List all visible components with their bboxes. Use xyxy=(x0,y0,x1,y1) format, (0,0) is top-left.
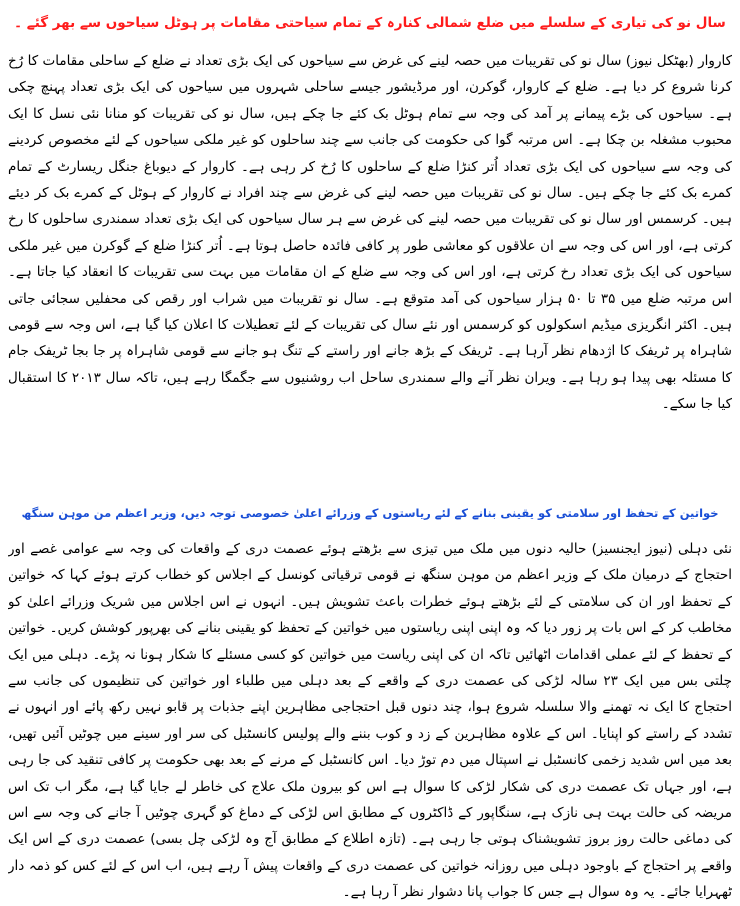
article-2-body: نئی دہلی (نیوز ایجنسیز) حالیہ دنوں میں ملک میں تیزی سے بڑھتے ہوئے عصمت دری کے واقعات کی وجہ سے عوامی غصے اور احتجاج کے درمیان ملک کے وزیر اعظم من موہن سنگھ نے قومی ترقیاتی کونسل کے اجلاس کو خطاب کرتے ہوئے کہا کہ خواتین کے تحفظ اور ان کی سلامتی کے لئے بڑھتے ہوئے خطرات باعث تشویش ہیں۔ انہوں نے اس اجلاس میں شریک وزرائے اعلیٰ کو مخاطب کر کے اس بات پر زور دیا کہ وہ اپنی اپنی ریاستوں میں خواتین کے تحفظ کو یقینی بنانے کی بھرپور کوشش کریں۔ خواتین کے تحفظ کے لئے عملی اقدامات اٹھائیں تاکہ ان کی اپنی ریاست میں خواتین کو کسی مسئلے کا شکار ہونا نہ پڑے۔ دہلی میں ایک چلتی بس میں ایک ۲۳ سالہ لڑکی کی عصمت دری کے واقعے کے بعد دہلی میں طلباء اور خواتین کی تنظیموں کی جانب سے احتجاج کا ایک نہ تھمنے والا سلسلہ شروع ہوا، چند دنوں قبل احتجاجی مظاہرین اپنے جذبات پر قابو نہیں رکھ پائے اور انہوں نے تشدد کے راستے کو اپنایا۔ اس کے علاوہ مظاہرین کے زد و کوب بننے والے پولیس کانسٹبل کی سر اور سینے میں چوٹیں آئیں تھیں، بعد میں اس شدید زخمی کانسٹبل نے اسپتال میں دم توڑ دیا۔ اس کانسٹبل کے مرنے کے بعد بھی حکومت پر کافی تنقید کی جا رہی ہے، اور جہاں تک عصمت دری کی شکار لڑکی کا سوال ہے اس کو بیرون ملک علاج کی خاطر لے جایا گیا ہے، مگر اب تک اس مریضہ کی حالت بہت ہی نازک ہے، سنگاپور کے ڈاکٹروں کے مطابق اس لڑکی کے دماغ کو گہری چوٹیں آ جانے کی وجہ سے اس کی دماغی حالت روز بروز تشویشناک ہوتی جا رہی ہے۔ (تازہ اطلاع کے مطابق آج وہ لڑکی چل بسی) عصمت دری کے اس ایک واقعے پر احتجاج کے باوجود دہلی میں روزانہ خواتین کی عصمت دری کے واقعات پیش آ رہے ہیں، اب اس کے لئے کس کو ذمہ دار ٹھہرایا جائے۔ یہ وہ سوال ہے جس کا جواب پانا دشوار نظر آ رہا ہے۔ xyxy=(8,541,732,901)
article-1-headline: سال نو کی تیاری کے سلسلے میں ضلع شمالی کنارہ کے تمام سیاحتی مقامات پر ہوٹل سیاحوں سے بھر گئے ۔ xyxy=(14,15,726,31)
article-women-safety xyxy=(8,494,732,906)
article-1-body: کاروار (بھٹکل نیوز) سال نو کی تقریبات میں حصہ لینے کی غرض سے سیاحوں کی ایک بڑی تعداد نے ضلع کے ساحلی مقامات کا رُخ کرنا شروع کر دیا ہے۔ ضلع کے کاروار، گوکرن، اور مرڈیشور جیسے ساحلی شہروں میں سیاحوں کی ایک بڑی تعداد پہنچ چکی ہے۔ سیاحوں کی بڑے پیمانے پر آمد کی وجہ سے تمام ہوٹل بک کئے جا چکے ہیں، سال نو کی تقریبات کو منانا نئی نسل کا ایک محبوب مشغلہ بن چکا ہے۔ اس مرتبہ گوا کی حکومت کی جانب سے چند ساحلوں کو غیر ملکی سیاحوں کے لئے مخصوص کردینے کی وجہ سے سیاحوں کی ایک بڑی تعداد اُتر کنڑا ضلع کے ساحلوں کا رُخ کر رہی ہے۔ کاروار کے دیوباغ جنگل ریسارٹ کے تمام کمرے بک کئے جا چکے ہیں۔ سال نو کی تقریبات میں حصہ لینے کی غرض سے چند افراد نے کاروار کے ہوٹل کے کمرے بک کر دیئے ہیں۔ کرسمس اور سال نو کی تقریبات میں حصہ لینے کی غرض سے ہر سال سیاحوں کی ایک بڑی تعداد سمندری ساحلوں کا رخ کرتی ہے، اور اس کی وجہ سے ان علاقوں کو معاشی طور پر کافی فائدہ حاصل ہوتا ہے۔ اُتر کنڑا ضلع کے گوکرن میں غیر ملکی سیاحوں کی ایک بڑی تعداد رخ کرتی ہے، اور اس کی وجہ سے ضلع کے ان مقامات میں بہت سی تقریبات کا انعقاد کیا جاتا ہے۔ اس مرتبہ ضلع میں ۳۵ تا ۵۰ ہزار سیاحوں کی آمد متوقع ہے۔ سال نو تقریبات میں شراب اور رقص کی محفلیں سجائی جاتی ہیں۔ اکثر انگریزی میڈیم اسکولوں کو کرسمس اور نئے سال کی تقریبات کے لئے تعطیلات کا اعلان کیا گیا ہے، اس وجہ سے قومی شاہراہ پر ٹریفک کا اژدھام نظر آرہا ہے۔ ٹریفک کے بڑھ جانے اور راستے کے تنگ ہو جانے سے قومی شاہراہ پر جا بجا ٹریفک جام کا مسئلہ بھی پیدا ہو رہا ہے۔ ویران نظر آنے والے سمندری ساحل اب روشنیوں سے جگمگا رہے ہیں، تاکہ سال ۲۰۱۳ کا استقبال کیا جا سکے۔ xyxy=(8,53,732,413)
article-2-headline: خواتین کے تحفظ اور سلامتی کو یقینی بنانے کے لئے ریاستوں کے وزرائے اعلیٰ خصوصی توجہ دیں، وزیر اعظم من موہن سنگھ xyxy=(21,506,719,520)
article-tourism xyxy=(8,4,732,488)
